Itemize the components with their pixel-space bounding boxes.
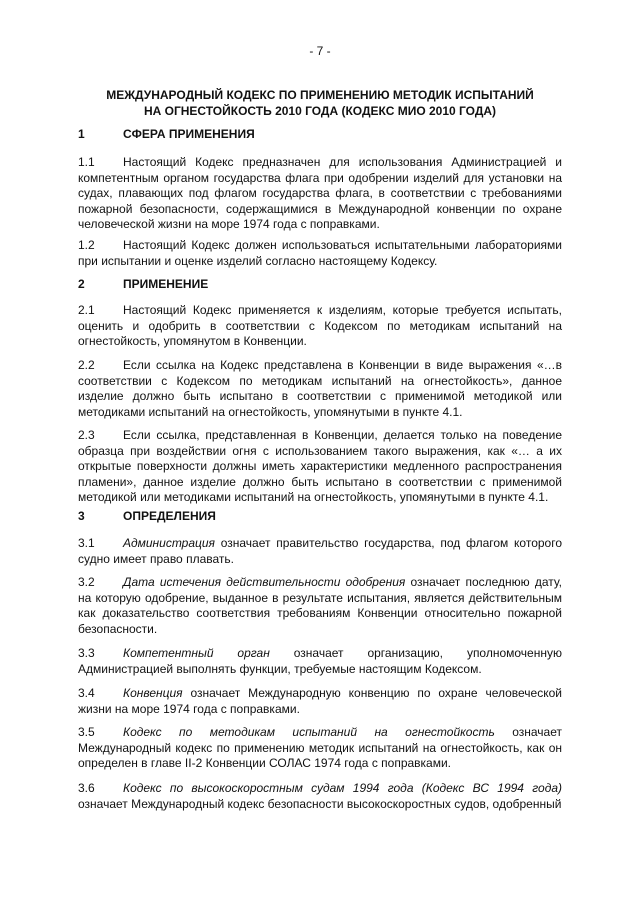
- paragraph-number: 2.1: [78, 303, 95, 317]
- paragraph-text: Если ссылка на Кодекс представлена в Конвенции в виде выражения «…в соответствии с Кодексом по методикам испытаний на огнестойкость», данное изделие должно быть испытано в соответствии с применимой методикой или методиками испытаний на огнестойкость, упомянутыми в пункте 4.1.: [78, 358, 562, 419]
- paragraph-number: 2.3: [78, 428, 95, 442]
- paragraph-number: 3.3: [78, 646, 95, 660]
- defined-term: Администрация: [123, 536, 215, 550]
- paragraph-1-2: [78, 238, 562, 269]
- title-line-2: НА ОГНЕСТОЙКОСТЬ 2010 ГОДА (КОДЕКС МИО 2010 ГОДА): [143, 103, 497, 118]
- section-heading-3: [78, 509, 216, 525]
- defined-term: Кодекс по высокоскоростным судам 1994 года (Кодекс ВС 1994 года): [123, 781, 562, 795]
- defined-term: Компетентный орган: [123, 646, 270, 660]
- paragraph-3-5: [78, 725, 562, 772]
- paragraph-number: 3.6: [78, 781, 95, 795]
- section-heading-2: [78, 277, 208, 293]
- defined-term: Конвенция: [123, 686, 183, 700]
- paragraph-number: 1.1: [78, 155, 95, 169]
- section-title: СФЕРА ПРИМЕНЕНИЯ: [123, 127, 255, 141]
- paragraph-2-1: [78, 303, 562, 350]
- section-title: ОПРЕДЕЛЕНИЯ: [123, 509, 216, 523]
- paragraph-text: означает Международный кодекс по применению методик испытаний на огнестойкость, как он определен в главе II-2 Конвенции СОЛАС 1974 года с поправками.: [78, 725, 562, 771]
- paragraph-1-1: [78, 155, 562, 233]
- paragraph-2-2: [78, 358, 562, 420]
- paragraph-2-3: [78, 428, 562, 506]
- paragraph-text: Настоящий Кодекс должен использоваться испытательными лабораториями при испытании и оценке изделий согласно настоящему Кодексу.: [78, 238, 562, 268]
- paragraph-number: 2.2: [78, 358, 95, 372]
- paragraph-3-2: [78, 575, 562, 637]
- section-number: 1: [78, 127, 85, 141]
- section-number: 3: [78, 509, 85, 523]
- section-heading-1: [78, 127, 255, 143]
- document-title: [80, 88, 560, 119]
- paragraph-text: Настоящий Кодекс предназначен для использования Администрацией и компетентным органом государства флага при одобрении изделий для установки на судах, плавающих под флагом государства флага, в соответствии с требованиями пожарной безопасности, содержащимися в Международной конвенции по охране человеческой жизни на море 1974 года с поправками.: [78, 155, 562, 232]
- paragraph-text: означает Международный кодекс безопасности высокоскоростных судов, одобренный: [78, 796, 562, 811]
- paragraph-text: означает Международную конвенцию по охране человеческой жизни на море 1974 года с поправками.: [78, 686, 562, 716]
- page-number: - 7 -: [309, 44, 331, 58]
- paragraph-number: 3.1: [78, 536, 95, 550]
- paragraph-text: Если ссылка, представленная в Конвенции, делается только на поведение образца при воздействии огня с использованием такого выражения, как «… а их открытые поверхности должны иметь характеристики медленного распространения пламени», данное изделие должно быть испытано в соответствии с применимой методикой или методиками испытаний на огнестойкость, упомянутыми в пункте 4.1.: [78, 428, 562, 505]
- paragraph-number: 3.2: [78, 575, 95, 589]
- defined-term: Кодекс по методикам испытаний на огнестойкость: [123, 725, 495, 739]
- paragraph-number: 1.2: [78, 238, 95, 252]
- paragraph-3-3: [78, 646, 562, 677]
- paragraph-text: Настоящий Кодекс применяется к изделиям, которые требуется испытать, оценить и одобрить в соответствии с Кодексом по методикам испытаний на огнестойкость, упомянутом в Конвенции.: [78, 303, 562, 349]
- paragraph-number: 3.5: [78, 725, 95, 739]
- paragraph-3-4: [78, 686, 562, 717]
- section-number: 2: [78, 277, 85, 291]
- paragraph-text: означает последнюю дату, на которую одобрение, выданное в результате испытания, является действительным как доказательство соответствия требованиям Конвенции относительно пожарной безопасности.: [78, 575, 562, 636]
- section-title: ПРИМЕНЕНИЕ: [123, 277, 209, 291]
- paragraph-3-1: [78, 536, 562, 567]
- paragraph-number: 3.4: [78, 686, 95, 700]
- paragraph-text: означает организацию, уполномоченную Администрацией выполнять функции, требуемые настоящим Кодексом.: [78, 646, 562, 676]
- defined-term: Дата истечения действительности одобрения: [123, 575, 406, 589]
- title-line-1: МЕЖДУНАРОДНЫЙ КОДЕКС ПО ПРИМЕНЕНИЮ МЕТОДИК ИСПЫТАНИЙ: [106, 88, 534, 102]
- paragraph-3-6: [78, 781, 562, 812]
- paragraph-text: означает правительство государства, под флагом которого судно имеет право плавать.: [78, 536, 562, 566]
